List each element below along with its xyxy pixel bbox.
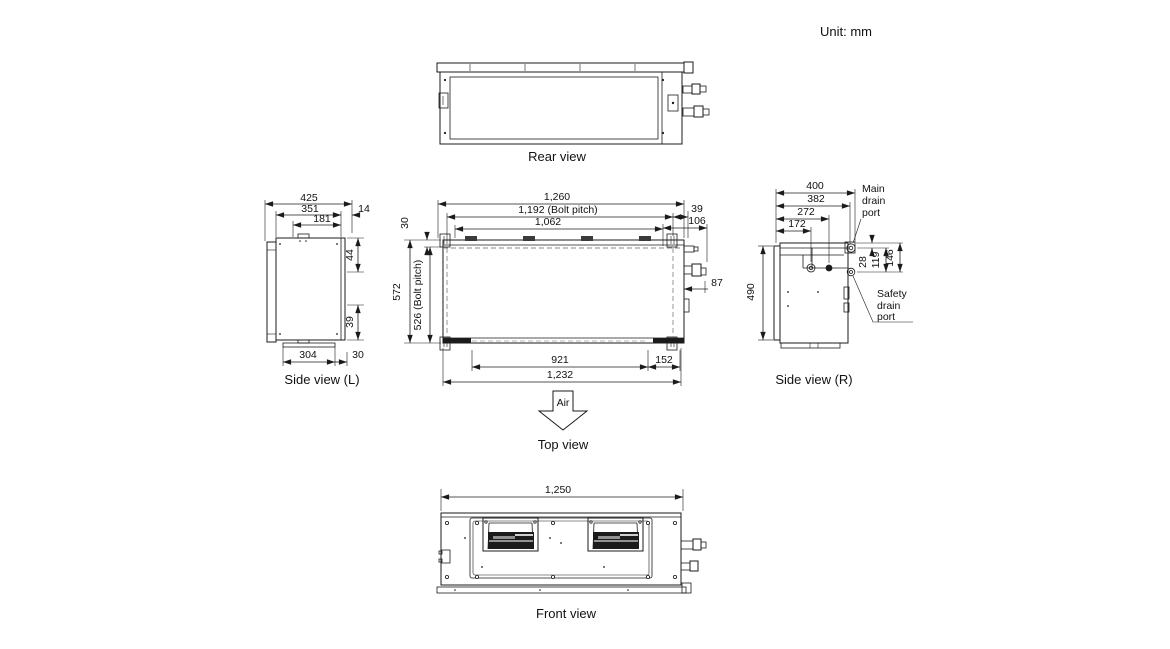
dim-490: 490 [745,283,757,301]
dim-30-top: 30 [399,217,411,229]
unit-label: Unit: mm [820,24,872,39]
main-drain-label-line3: port [862,207,881,219]
front-view-dimensions [441,484,683,511]
dim-1250: 1,250 [544,484,572,496]
safety-drain-label-line3: port [877,311,896,323]
front-view-linework [437,513,706,593]
front-view-label: Front view [536,606,596,621]
dim-181: 181 [313,213,331,225]
dim-30-l: 30 [352,349,364,361]
dim-106: 106 [688,215,706,227]
dim-146: 146 [884,249,896,267]
side-view-r-linework [774,242,855,348]
dim-28: 28 [857,256,869,268]
dim-351: 351 [301,203,319,215]
dim-425: 425 [300,192,318,204]
main-drain-label-line2: drain [862,195,886,207]
dim-152: 152 [655,354,673,366]
dim-119: 119 [870,251,882,269]
dim-526-bolt-pitch: 526 (Bolt pitch) [412,259,424,331]
dim-39: 39 [344,316,356,328]
safety-drain-label-line2: drain [877,300,901,312]
top-view [391,191,723,452]
rear-view-label: Rear view [528,149,586,164]
dim-1192-bolt-pitch: 1,192 (Bolt pitch) [518,204,598,216]
safety-drain-port-annotation [853,276,913,323]
dim-304: 304 [299,349,317,361]
side-view-l-linework [267,234,345,347]
dim-1232: 1,232 [546,369,574,381]
rear-view-linework [437,62,709,144]
dim-172: 172 [788,218,806,230]
main-drain-label-line1: Main [862,183,885,195]
side-view-l [265,192,370,387]
side-view-r-label: Side view (R) [775,372,853,387]
dim-87: 87 [711,277,723,289]
safety-drain-label-line1: Safety [877,288,907,300]
dim-572: 572 [391,283,403,301]
dim-400: 400 [806,180,824,192]
rear-view [437,62,709,164]
top-view-linework [440,234,706,430]
front-view [437,484,706,621]
dim-14: 14 [358,203,370,215]
main-drain-port-annotation [853,183,886,243]
dim-382: 382 [807,193,825,205]
dim-921: 921 [551,354,569,366]
dim-44: 44 [344,249,356,261]
side-view-l-label: Side view (L) [284,372,360,387]
air-flow-label: Air [556,397,570,409]
side-view-r [745,180,913,387]
top-view-label: Top view [537,437,589,452]
dim-1260: 1,260 [543,191,571,203]
dim-1062: 1,062 [534,216,562,228]
dim-39-top: 39 [691,203,703,215]
dim-272: 272 [797,206,815,218]
